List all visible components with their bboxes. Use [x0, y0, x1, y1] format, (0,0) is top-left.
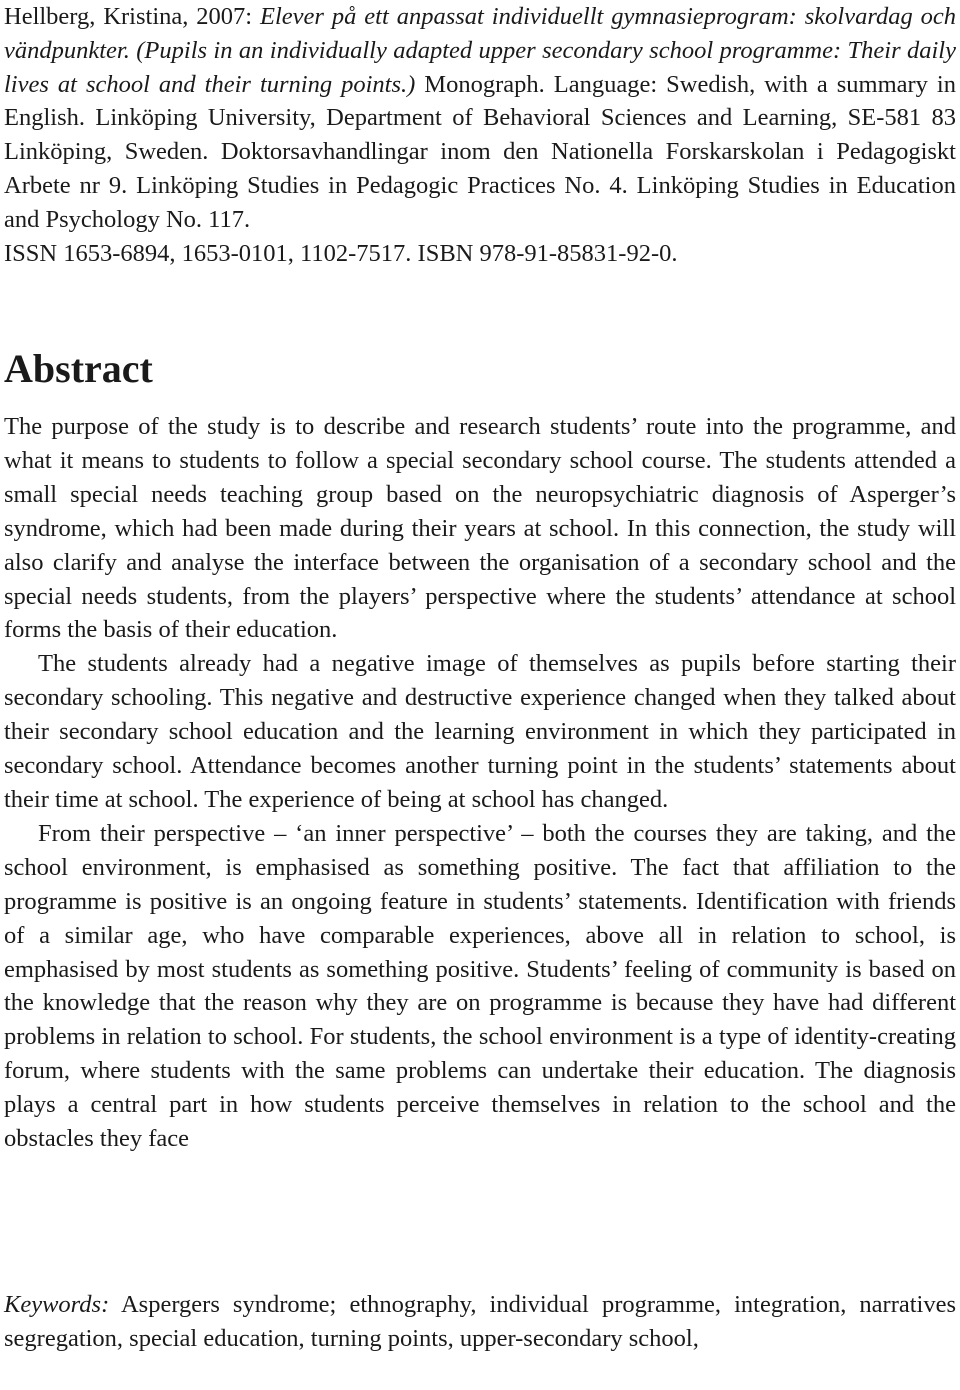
abstract-body: [4, 410, 956, 1156]
keywords-text: Aspergers syndrome; ethnography, individual programme, integration, narratives segregation, special education, turning points, upper-secondary school,: [4, 1291, 956, 1352]
citation-title: Elever på ett anpassat individuellt gymnasieprogram: skolvardag och vändpunkter. (Pupils in an individually adapted upper secondary school programme: Their daily lives at school and their turning points.): [4, 3, 956, 98]
abstract-paragraph-2: The students already had a negative image of themselves as pupils before starting their secondary schooling. This negative and destructive experience changed when they talked about their secondary school education and the learning environment in which they participated in secondary school. Attendance becomes another turning point in the students’ statements about their time at school. The experience of being at school has changed.: [4, 650, 956, 813]
abstract-paragraph-3: From their perspective – ‘an inner perspective’ – both the courses they are taking, and the school environment, is emphasised as something positive. The fact that affiliation to the programme is positive is an ongoing feature in students’ statements. Identification with friends of a similar age, who have comparable experiences, above all in relation to school, is emphasised by most students as something positive. Students’ feeling of community is based on the knowledge that the reason why they are on programme is because they have had different problems in relation to school. For students, the school environment is a type of identity-creating forum, where students with the same problems can undertake their education. The diagnosis plays a central part in how students perceive themselves in relation to the school and the obstacles they face: [4, 819, 956, 1153]
citation-author-year: Hellberg, Kristina, 2007:: [4, 3, 261, 30]
keywords-label: Keywords:: [4, 1291, 110, 1318]
keywords-section: [4, 1288, 956, 1356]
citation-identifiers: ISSN 1653-6894, 1653-0101, 1102-7517. ISBN 978-91-85831-92-0.: [4, 239, 678, 267]
abstract-heading: Abstract: [4, 346, 153, 391]
citation-details: Monograph. Language: Swedish, with a summary in English. Linköping University, Department of Behavioral Sciences and Learning, SE-581 83 Linköping, Sweden. Doktorsavhandlingar inom den Nationella Forskarskolan i Pedagogiskt Arbete nr 9. Linköping Studies in Pedagogic Practices No. 4. Linköping Studies in Education and Psychology No. 117.: [4, 70, 956, 233]
abstract-paragraph-1: The purpose of the study is to describe and research students’ route into the programme, and what it means to students to follow a special secondary school course. The students attended a small special needs teaching group based on the neuropsychiatric diagnosis of Asperger’s syndrome, which had been made during their years at school. In this connection, the study will also clarify and analyse the interface between the organisation of a secondary school and the special needs students, from the players’ perspective where the students’ attendance at school forms the basis of their education.: [4, 413, 956, 644]
bibliographic-citation: [4, 0, 956, 270]
